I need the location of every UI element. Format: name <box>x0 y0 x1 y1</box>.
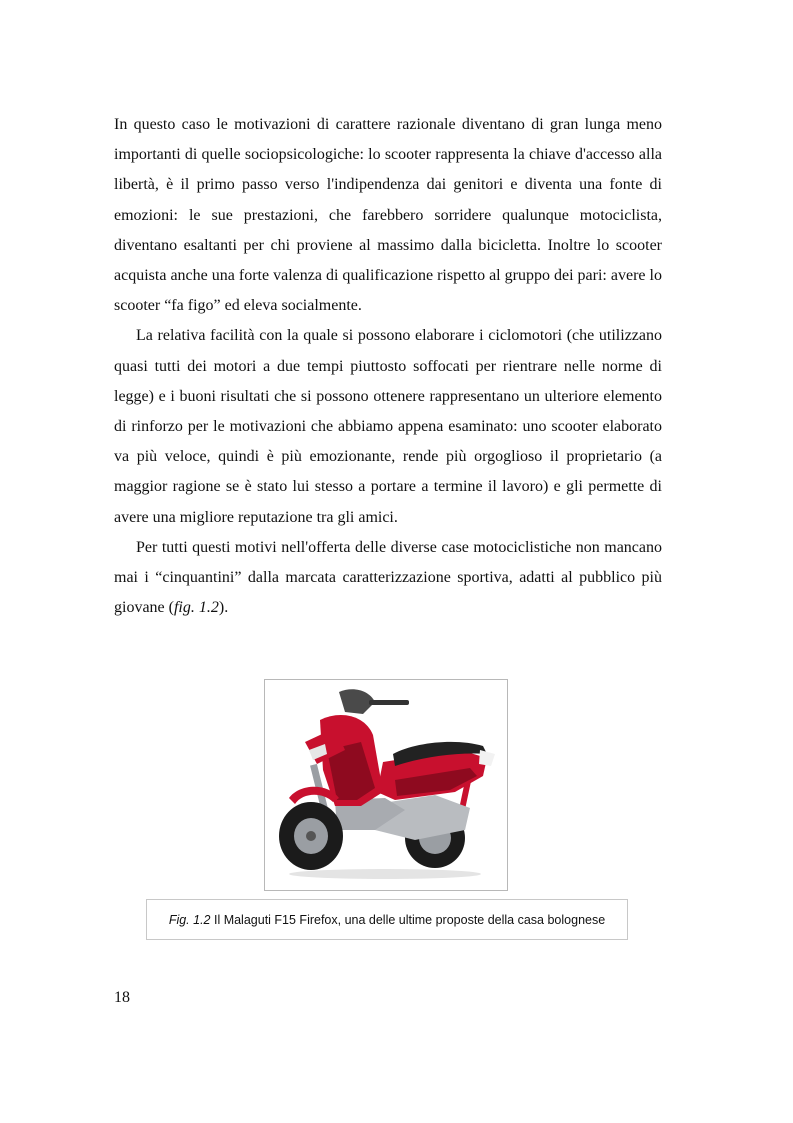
caption-text: Il Malaguti F15 Firefox, una delle ultime proposte della casa bolognese <box>210 913 606 927</box>
figure-reference: fig. 1.2 <box>173 599 219 617</box>
scooter-figure <box>264 679 508 891</box>
page-body <box>114 110 662 623</box>
paragraph-3-text-after: ). <box>218 599 229 617</box>
paragraph-2: La relativa facilità con la quale si possono elaborare i ciclomotori (che utilizzano quasi tutti dei motori a due tempi piuttosto soffocati per rientrare nelle norme di legge) e i buoni risultati che si possono ottenere rappresentano un ulteriore elemento di rinforzo per le motivazioni che abbiamo appena esaminato: uno scooter elaborato va più veloce, quindi è più emozionante, rende più orgoglioso il proprietario (a maggior ragione se è stato lui stesso a portare a termine il lavoro) e gli permette di avere una migliore reputazione tra gli amici. <box>114 327 662 526</box>
figure-caption <box>146 899 628 940</box>
paragraph-3 <box>114 533 662 624</box>
paragraph-3-text-before: Per tutti questi motivi nell'offerta delle diverse case motociclistiche non mancano mai i “cinquantini” dalla marcata caratterizzazione sportiva, adatti al pubblico più giovane ( <box>114 538 662 617</box>
handlebar <box>369 700 409 705</box>
scooter-illustration <box>265 680 507 890</box>
paragraph-1: In questo caso le motivazioni di carattere razionale diventano di gran lunga meno importanti di quelle sociopsicologiche: lo scooter rappresenta la chiave d'accesso alla libertà, è il primo passo verso l'indipendenza dai genitori e diventa una fonte di emozioni: le sue prestazioni, che farebbero sorridere qualunque motociclista, diventano esaltanti per chi proviene al massimo dalla bicicletta. Inoltre lo scooter acquista anche una forte valenza di qualificazione rispetto al gruppo dei pari: avere lo scooter “fa figo” ed eleva socialmente. <box>114 116 662 315</box>
caption-figure-label: Fig. 1.2 <box>168 913 211 927</box>
front-hub <box>306 831 316 841</box>
tail-light <box>479 750 495 766</box>
page-number: 18 <box>114 989 130 1006</box>
ground-shadow <box>289 869 481 879</box>
